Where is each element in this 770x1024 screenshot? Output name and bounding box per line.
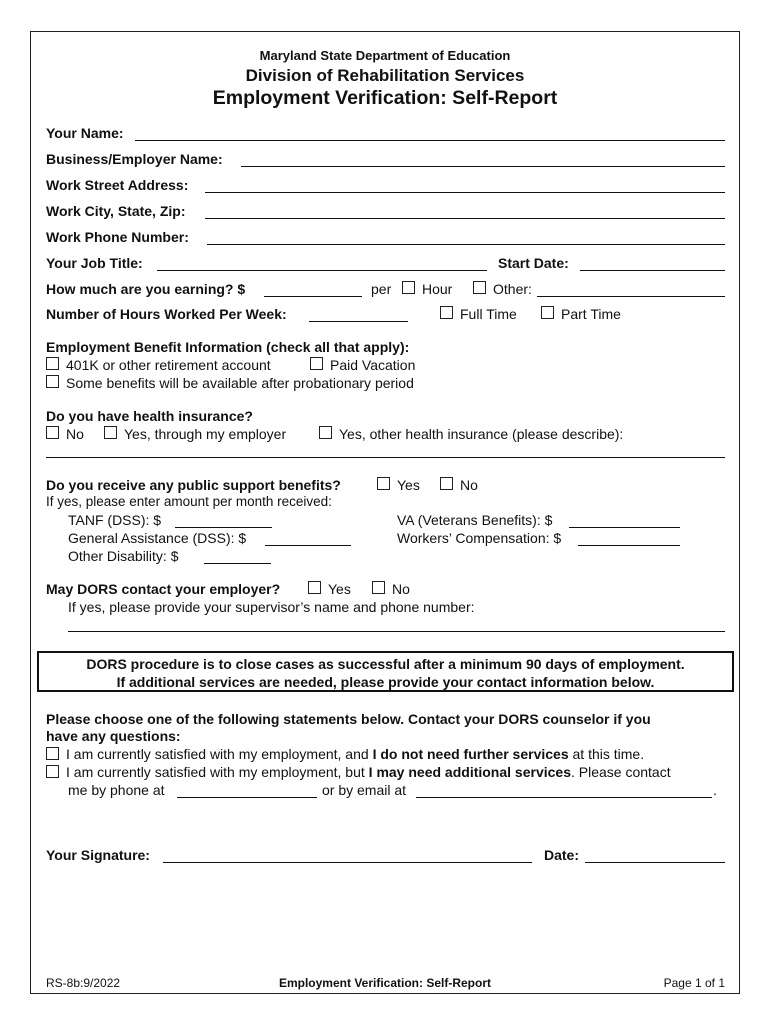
contact-email-label: or by email at xyxy=(322,782,407,798)
page-number: Page 1 of 1 xyxy=(663,976,725,990)
insurance-no-checkbox[interactable] xyxy=(46,426,59,439)
general-assistance-field[interactable] xyxy=(265,545,351,546)
street-label: Work Street Address: xyxy=(46,177,189,193)
full-time-label: Full Time xyxy=(460,306,517,322)
start-date-label: Start Date: xyxy=(498,255,569,271)
statement-2-emphasis: I may need additional services xyxy=(368,764,571,780)
support-no-label: No xyxy=(460,477,478,493)
employer-field[interactable] xyxy=(241,166,725,167)
va-label: VA (Veterans Benefits): $ xyxy=(397,512,553,528)
statements-heading: Please choose one of the following statements below. Contact your DORS counselor if you xyxy=(46,711,651,727)
general-assistance-label: General Assistance (DSS): $ xyxy=(68,530,247,546)
insurance-question: Do you have health insurance? xyxy=(46,408,253,424)
hour-checkbox[interactable] xyxy=(402,281,415,294)
statement-1-end: at this time. xyxy=(568,746,645,762)
contact-email-field[interactable] xyxy=(416,797,712,798)
vacation-checkbox[interactable] xyxy=(310,357,323,370)
tanf-field[interactable] xyxy=(175,527,272,528)
signature-field[interactable] xyxy=(163,862,532,863)
division-name: Division of Rehabilitation Services xyxy=(245,66,525,85)
contact-phone-field[interactable] xyxy=(177,797,317,798)
probation-checkbox[interactable] xyxy=(46,375,59,388)
support-instructions: If yes, please enter amount per month received: xyxy=(46,494,332,509)
signature-label: Your Signature: xyxy=(46,847,150,863)
benefits-heading: Employment Benefit Information (check all that apply): xyxy=(46,339,410,355)
footer-title: Employment Verification: Self-Report xyxy=(278,976,492,990)
form-code: RS-8b:9/2022 xyxy=(46,976,121,990)
statement-1-checkbox[interactable] xyxy=(46,747,59,760)
insurance-employer-checkbox[interactable] xyxy=(104,426,117,439)
notice-line-2: If additional services are needed, please provide your contact information below. xyxy=(116,674,655,690)
insurance-no-label: No xyxy=(66,426,84,442)
other-pay-label: Other: xyxy=(493,281,532,297)
contact-phone-label: me by phone at xyxy=(68,782,165,798)
support-no-checkbox[interactable] xyxy=(440,477,453,490)
contact-no-checkbox[interactable] xyxy=(372,581,385,594)
contact-no-label: No xyxy=(392,581,410,597)
support-yes-checkbox[interactable] xyxy=(377,477,390,490)
other-disability-field[interactable] xyxy=(204,563,271,564)
hours-field[interactable] xyxy=(309,321,408,322)
hours-label: Number of Hours Worked Per Week: xyxy=(46,306,287,322)
probation-label: Some benefits will be available after probationary period xyxy=(66,375,414,391)
contact-instructions: If yes, please provide your supervisor’s name and phone number: xyxy=(68,599,475,615)
agency-name: Maryland State Department of Education xyxy=(259,48,511,63)
city-label: Work City, State, Zip: xyxy=(46,203,186,219)
earning-field[interactable] xyxy=(264,296,362,297)
workers-comp-label: Workers’ Compensation: $ xyxy=(397,530,562,546)
insurance-description-field[interactable] xyxy=(46,457,725,458)
va-field[interactable] xyxy=(569,527,680,528)
statement-2-checkbox[interactable] xyxy=(46,765,59,778)
page-title: Employment Verification: Self-Report xyxy=(212,87,558,109)
statement-1-text: I am currently satisfied with my employment, and xyxy=(66,746,373,762)
street-field[interactable] xyxy=(205,192,725,193)
notice-line-1: DORS procedure is to close cases as successful after a minimum 90 days of employment. xyxy=(86,656,685,672)
statement-2-text: I am currently satisfied with my employment, but xyxy=(66,764,369,780)
statements-heading-cont: have any questions: xyxy=(46,728,181,744)
contact-question: May DORS contact your employer? xyxy=(46,581,281,597)
retirement-label: 401K or other retirement account xyxy=(66,357,271,373)
statement-2-end: . Please contact xyxy=(570,764,671,780)
insurance-employer-label: Yes, through my employer xyxy=(124,426,287,442)
statement-2 xyxy=(66,764,671,780)
employer-label: Business/Employer Name: xyxy=(46,151,223,167)
phone-field[interactable] xyxy=(207,244,725,245)
earning-label: How much are you earning? $ xyxy=(46,281,246,297)
other-pay-checkbox[interactable] xyxy=(473,281,486,294)
job-title-label: Your Job Title: xyxy=(46,255,143,271)
job-title-field[interactable] xyxy=(157,270,487,271)
vacation-label: Paid Vacation xyxy=(330,357,416,373)
start-date-field[interactable] xyxy=(580,270,725,271)
workers-comp-field[interactable] xyxy=(578,545,680,546)
supervisor-field[interactable] xyxy=(68,631,725,632)
phone-label: Work Phone Number: xyxy=(46,229,189,245)
retirement-checkbox[interactable] xyxy=(46,357,59,370)
other-pay-field[interactable] xyxy=(537,296,725,297)
signature-date-field[interactable] xyxy=(585,862,725,863)
statement-2-period: . xyxy=(713,782,717,798)
contact-yes-label: Yes xyxy=(328,581,351,597)
city-field[interactable] xyxy=(205,218,725,219)
part-time-label: Part Time xyxy=(561,306,621,322)
part-time-checkbox[interactable] xyxy=(541,306,554,319)
support-question: Do you receive any public support benefits? xyxy=(46,477,341,493)
name-field[interactable] xyxy=(135,140,725,141)
statement-1-emphasis: I do not need further services xyxy=(372,746,569,762)
hour-label: Hour xyxy=(422,281,453,297)
per-label: per xyxy=(371,281,392,297)
support-yes-label: Yes xyxy=(397,477,420,493)
insurance-other-checkbox[interactable] xyxy=(319,426,332,439)
name-label: Your Name: xyxy=(46,125,124,141)
other-disability-label: Other Disability: $ xyxy=(68,548,179,564)
full-time-checkbox[interactable] xyxy=(440,306,453,319)
insurance-other-label: Yes, other health insurance (please describe): xyxy=(339,426,624,442)
tanf-label: TANF (DSS): $ xyxy=(68,512,162,528)
statement-1 xyxy=(66,746,644,762)
signature-date-label: Date: xyxy=(544,847,580,863)
contact-yes-checkbox[interactable] xyxy=(308,581,321,594)
